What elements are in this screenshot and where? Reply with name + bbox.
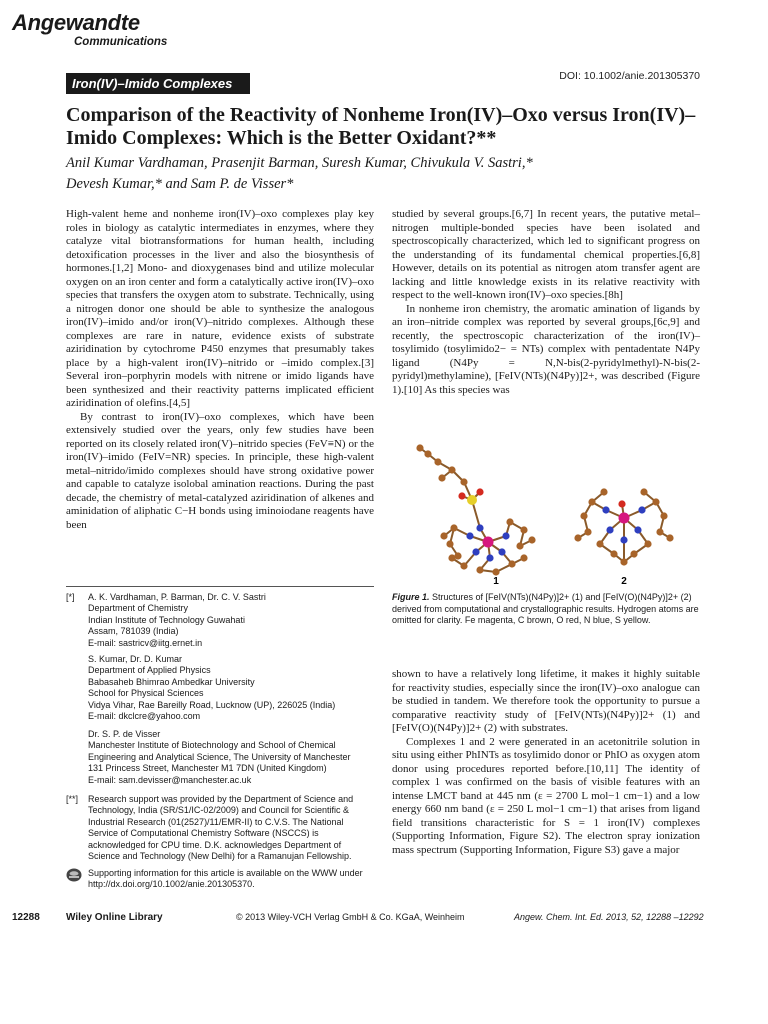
paragraph: By contrast to iron(IV)–oxo complexes, which have been extensively studied over the years, only few studies have been reported on its closely related iron(V)–nitrido species (FeV≡N) or the iron(IV)–imido (FeIV=NR) species. In principle, these high-valent metal–nitrido/imido complexes should have strong oxidative power and capable to catalyze isolobal amination reactions. During the past decade, the chemistry of metal-catalyzed aziridination of alkenes and aminidation of aliphatic C−H bonds using iminoiodane reagents have been (66, 410, 374, 531)
footnote-supporting-info (66, 868, 374, 894)
footnote-text[interactable]: Supporting information for this article is available on the WWW under http://dx.doi.org/10.1002/anie.201305370. (88, 868, 363, 890)
molecular-structures (392, 440, 700, 590)
atom-c (446, 540, 453, 547)
atom-c (640, 488, 647, 495)
structure-1 (416, 444, 535, 575)
atom-c (620, 558, 627, 565)
paragraph: shown to have a relatively long lifetime, it makes it highly suitable for reactivity studies, especially since the iron(IV)–oxo analogue can be studied in tandem. We therefore took the opportunity to pursue a comparative reactivity study of [FeIV(NTs)(N4Py)]2+ (1) and [FeIV(O)(N4Py)]2+ (2) with substrates. (392, 668, 700, 734)
atom-fe (483, 537, 494, 548)
atom-c (450, 524, 457, 531)
figure-caption (392, 592, 700, 627)
atom-c (508, 560, 515, 567)
atom-n (606, 526, 613, 533)
footnote-affiliation-2 (66, 654, 374, 726)
figure-1 (392, 440, 700, 590)
author-list (66, 153, 706, 195)
footnote-email[interactable]: E-mail: sam.devisser@manchester.ac.uk (88, 774, 252, 785)
atom-c (460, 562, 467, 569)
footnote-affiliation-3 (66, 729, 374, 789)
atom-c (416, 444, 423, 451)
atom-n (498, 548, 505, 555)
caption-label: Figure 1. (392, 592, 430, 602)
topic-tag: Iron(IV)–Imido Complexes (66, 73, 250, 94)
atom-o (618, 500, 625, 507)
atom-c (610, 550, 617, 557)
journal-logo: Angewandte (12, 10, 140, 35)
footnote-text: Research support was provided by the Department of Science and Technology, India (SR/S1/IC-02/2009) and Council for Scientific & Industrial Research (01(2527)/11/EMR-II) to C.V.S. The National Service of Computational Chemistry Software (NSCCS) is acknowledged for CPU time. D.K. acknowledges Department of Science and Technology (New Delhi) for a Ramanujan Fellowship. (88, 794, 354, 862)
footnote-acknowledgement (66, 794, 374, 864)
footnote-line: School for Physical Sciences (88, 688, 204, 699)
footnote-line: Department of Chemistry (88, 603, 189, 614)
footnote-line: Manchester Institute of Biotechnology and School of Chemical (88, 740, 336, 751)
atom-c (644, 540, 651, 547)
authors-line-1: Anil Kumar Vardhaman, Prasenjit Barman, Suresh Kumar, Chivukula V. Sastri,* (66, 155, 533, 171)
paragraph: studied by several groups.[6,7] In recent years, the putative metal–nitrogen multiple-bonded species have been isolated and spectroscopically characterized, which led to significant progress on the understanding of its fundamental chemical properties.[6,8] However, details on its potential as nitrogen atom transfer agent are lacking and little knowledge exists in its relative reactivity with respect to the well-known iron(IV)–oxo species.[8h] (392, 208, 700, 301)
footnote-email[interactable]: E-mail: sastricv@iitg.ernet.in (88, 637, 203, 648)
atom-n (634, 526, 641, 533)
atom-c (528, 536, 535, 543)
atom-n (476, 524, 483, 531)
right-column-top (392, 208, 700, 397)
structure-label-2: 2 (621, 576, 627, 587)
atom-c (656, 528, 663, 535)
doi[interactable]: DOI: 10.1002/anie.201305370 (559, 70, 700, 82)
footnote-line: Assam, 781039 (India) (88, 626, 179, 637)
atom-c (660, 512, 667, 519)
atom-c (630, 550, 637, 557)
atom-c (476, 566, 483, 573)
atom-c (600, 488, 607, 495)
atom-o (458, 492, 465, 499)
atom-n (486, 554, 493, 561)
atom-c (440, 532, 447, 539)
atom-n (602, 506, 609, 513)
atom-c (666, 534, 673, 541)
paragraph: Complexes 1 and 2 were generated in an acetonitrile solution in situ using either PhINTs as tosylimido donor or PhIO as oxygen atom donor using procedures reported before.[10,11] The identity of complex 1 was confirmed on the basis of visible features with an intense LMCT band at 445 nm (ε = 2700 L mol−1 cm−1) and a low energy 660 nm band (ε = 250 L mol−1 cm−1) that arises from ligand field transitions characteristic for S = 1 iron(IV) complexes (Supporting Information, Figure S2). The electron spray ionization mass spectrum (Supporting Information, Figure S3) gave a major (392, 735, 700, 856)
paragraph: High-valent heme and nonheme iron(IV)–oxo complexes play key roles in biology as catalytic intermediates in enzymes, where they catalyze vital biotransformations for human health, including detoxification processes in the liver and also the biosynthesis of hormones.[1,2] Mono- and dioxygenases bind and utilize molecular oxygen on an iron center and form a catalytically active iron(IV)–oxo species that transfers the oxygen atom to substrate. Technically, using a nitrogen donor one should be able to synthesize the analogous iron(IV)–imido and/or iron(V)–nitrido complexes. Although these complexes are rare in nature, evidence exists of substrate aziridination by cytochrome P450 enzymes that presumably takes place by a high-valent iron(IV)–nitrido or –imido complex.[3] Several iron–porphyrin models with nitrene or imido ligands have been synthesized and their reactivity patterns implicated efficient aziridination of olefins.[4,5] (66, 208, 374, 409)
atom-c (492, 568, 499, 575)
atom-s (467, 495, 477, 505)
copyright: © 2013 Wiley-VCH Verlag GmbH & Co. KGaA, Weinheim (236, 912, 465, 922)
atom-c (438, 474, 445, 481)
footnote-affiliation-1 (66, 592, 374, 652)
footnote-mark: [**] (66, 794, 79, 804)
atom-n (466, 532, 473, 539)
article-title: Comparison of the Reactivity of Nonheme Iron(IV)–Oxo versus Iron(IV)–Imido Complexes: Which is the Better Oxidant?** (66, 104, 696, 149)
atom-c (434, 458, 441, 465)
section-type: Communications (74, 36, 168, 48)
atom-c (448, 554, 455, 561)
atom-c (424, 450, 431, 457)
atom-c (460, 478, 467, 485)
footnote-line: Babasaheb Bhimrao Ambedkar University (88, 676, 255, 687)
atom-n (502, 532, 509, 539)
atom-o (476, 488, 483, 495)
supporting-info-icon (66, 868, 82, 882)
atom-fe (619, 513, 630, 524)
left-column (66, 208, 374, 532)
page-number: 12288 (12, 912, 40, 923)
atom-c (584, 528, 591, 535)
atom-c (596, 540, 603, 547)
footnote-line: Dr. S. P. de Visser (88, 729, 161, 739)
structure-2 (574, 488, 673, 565)
journal-citation: Angew. Chem. Int. Ed. 2013, 52, 12288 –12292 (514, 912, 704, 922)
footnote-line: Engineering and Analytical Science, The University of Manchester (88, 751, 351, 762)
footnote-line: S. Kumar, Dr. D. Kumar (88, 654, 183, 664)
atom-c (506, 518, 513, 525)
atom-c (520, 554, 527, 561)
atom-n (620, 536, 627, 543)
footnote-mark: [*] (66, 592, 75, 602)
right-column-bottom (392, 668, 700, 857)
structure-label-1: 1 (493, 576, 499, 587)
atom-c (516, 542, 523, 549)
atom-c (574, 534, 581, 541)
caption-text: Structures of [FeIV(NTs)(N4Py)]2+ (1) and [FeIV(O)(N4Py)]2+ (2) derived from computational and crystallographic results. Hydrogen atoms are omitted for clarity. Fe magenta, C brown, O red, N blue, S yellow. (392, 592, 699, 625)
atom-c (580, 512, 587, 519)
wiley-online-library[interactable]: Wiley Online Library (66, 912, 163, 923)
atom-n (472, 548, 479, 555)
footnote-line: 131 Princess Street, Manchester M1 7DN (United Kingdom) (88, 763, 327, 774)
footnote-divider (66, 586, 374, 587)
atom-c (588, 498, 595, 505)
footnote-line: Department of Applied Physics (88, 665, 211, 676)
footnote-line: Indian Institute of Technology Guwahati (88, 614, 245, 625)
footnote-email[interactable]: E-mail: dkclcre@yahoo.com (88, 711, 201, 722)
atom-c (520, 526, 527, 533)
authors-line-2: Devesh Kumar,* and Sam P. de Visser* (66, 176, 294, 192)
atom-n (638, 506, 645, 513)
footnote-line: A. K. Vardhaman, P. Barman, Dr. C. V. Sastri (88, 592, 266, 602)
atom-c (448, 466, 455, 473)
footnote-line: Vidya Vihar, Rae Bareilly Road, Lucknow (UP), 226025 (India) (88, 699, 336, 710)
atom-c (652, 498, 659, 505)
paragraph: In nonheme iron chemistry, the aromatic amination of ligands by an iron–nitride complex was reported by several groups,[6c,9] and recently, the spectroscopic characterization of the iron(IV)–tosylimido (tosylimido2− = NTs) complex with pentadentate N4Py ligand (N4Py = N,N-bis(2-pyridylmethyl)-N-bis(2-pyridyl)methylamine), [FeIV(NTs)(N4Py)]2+, was described (Figure 1).[10] As this species was (392, 302, 700, 396)
